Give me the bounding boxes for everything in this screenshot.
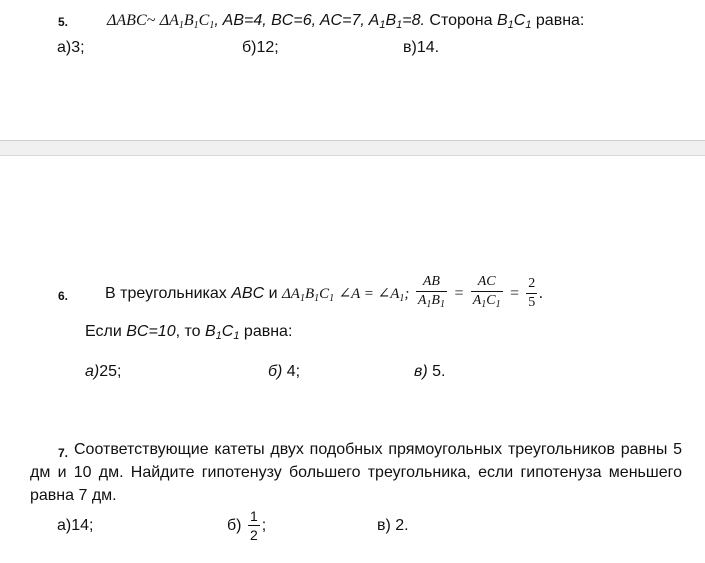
- angle-part: ∠A = ∠A: [338, 286, 400, 302]
- tri-part: C: [319, 286, 330, 302]
- subscript: 1: [233, 330, 240, 342]
- tri-part: B: [304, 286, 315, 302]
- period: .: [539, 285, 544, 302]
- side-b1c1: [497, 12, 531, 29]
- question-text: , то: [175, 323, 205, 340]
- den-part: A: [472, 293, 482, 309]
- tri-part: C: [198, 12, 210, 29]
- den-part: B: [431, 293, 440, 309]
- question-7-number: 7.: [58, 446, 69, 460]
- option-value: 5.: [427, 363, 446, 380]
- fraction-denominator: 5: [528, 295, 536, 311]
- subscript: 1: [379, 19, 386, 31]
- question-text: Сторона: [424, 12, 497, 29]
- fraction-ac-a1c1: [471, 274, 503, 313]
- angle-equality: [339, 286, 410, 302]
- angle-part: ;: [404, 286, 410, 302]
- subscript: 1: [209, 20, 215, 31]
- question-text: и: [264, 285, 282, 302]
- subscript: 1: [299, 293, 305, 304]
- subscript: 1: [178, 20, 184, 31]
- side-part: C: [513, 12, 526, 29]
- q5-option-b: б)12;: [242, 39, 279, 56]
- similar-sign: ~: [146, 12, 156, 29]
- subscript: 1: [329, 293, 335, 304]
- question-6-statement: [105, 274, 543, 319]
- triangle-a1b1c1: [282, 286, 334, 302]
- document-page-top: [0, 0, 705, 140]
- triangle-abc: ΔABC: [107, 12, 147, 29]
- option-label: б): [268, 363, 283, 380]
- q5-option-a: а)3;: [57, 39, 85, 56]
- tri-part: B: [183, 12, 194, 29]
- subscript: 1: [215, 330, 222, 342]
- den-part: A: [417, 293, 427, 309]
- fraction-numerator: AC: [477, 274, 496, 290]
- question-5-statement: [107, 11, 584, 36]
- option-label: а): [85, 363, 100, 380]
- fraction-one-half: [248, 508, 260, 543]
- option-label: в): [414, 363, 428, 380]
- fraction-denominator: [416, 291, 447, 313]
- fraction-numerator: AB: [422, 274, 440, 290]
- triangle-a1b1c1: [160, 12, 215, 29]
- subscript: 1: [525, 19, 532, 31]
- equals-sign: =: [453, 285, 465, 302]
- cond-part: =8.: [402, 12, 425, 29]
- side-part: B: [204, 323, 216, 340]
- q6-option-c: [414, 362, 445, 382]
- question-text: Соответствующие катеты двух подобных прямоугольных треугольников равны 5 дм и 10 дм. Найдите гипотенузу большего треугольника, если гипотенуза меньшего равна 7 дм.: [30, 441, 682, 504]
- q7-option-c: в) 2.: [377, 517, 409, 534]
- tri-part: ΔA: [281, 286, 300, 302]
- q6-option-b: [268, 362, 300, 382]
- subscript: 1: [396, 19, 403, 31]
- question-5-number: 5.: [58, 15, 69, 29]
- subscript: 1: [495, 299, 501, 311]
- subscript: 1: [507, 19, 514, 31]
- subscript: 1: [481, 299, 487, 311]
- subscript: 1: [314, 293, 320, 304]
- question-6-line2: [85, 322, 292, 346]
- side-part: C: [221, 323, 234, 340]
- subscript: 1: [439, 299, 445, 311]
- subscript: 1: [426, 299, 432, 311]
- question-text: равна:: [239, 323, 293, 340]
- tri-part: ΔA: [159, 12, 179, 29]
- fraction-denominator: [471, 291, 503, 313]
- question-text: равна:: [531, 12, 585, 29]
- page-break: [0, 140, 705, 156]
- cond-part: , AB=4, BC=6, AC=7, A: [214, 12, 380, 29]
- option-value: ;: [261, 517, 267, 534]
- fraction-numerator: 1: [249, 508, 258, 525]
- conditions-text: [214, 12, 425, 29]
- option-value: 25;: [99, 363, 122, 380]
- den-part: C: [486, 293, 496, 309]
- q7-option-a: а)14;: [57, 517, 94, 534]
- subscript: 1: [399, 293, 405, 304]
- side-b1c1: [205, 323, 239, 340]
- subscript: 1: [193, 20, 199, 31]
- option-value: 4;: [282, 363, 301, 380]
- side-part: B: [496, 12, 508, 29]
- cond-part: B: [385, 12, 397, 29]
- equals-sign: =: [509, 285, 520, 302]
- triangle-abc: ABC: [231, 285, 265, 302]
- fraction-ab-a1b1: [416, 274, 447, 313]
- question-6-number: 6.: [58, 289, 69, 303]
- fraction-two-fifths: [526, 276, 537, 311]
- q6-option-a: [85, 362, 121, 382]
- q5-option-c: в)14.: [403, 39, 440, 56]
- question-text: В треугольниках: [105, 285, 232, 302]
- question-text: Если: [85, 323, 127, 340]
- condition: BC=10: [126, 323, 176, 340]
- fraction-numerator: 2: [528, 276, 536, 292]
- fraction-denominator: 2: [249, 527, 258, 544]
- q7-option-b: [227, 508, 266, 544]
- option-label: б): [227, 517, 242, 534]
- question-7-text: [30, 438, 682, 507]
